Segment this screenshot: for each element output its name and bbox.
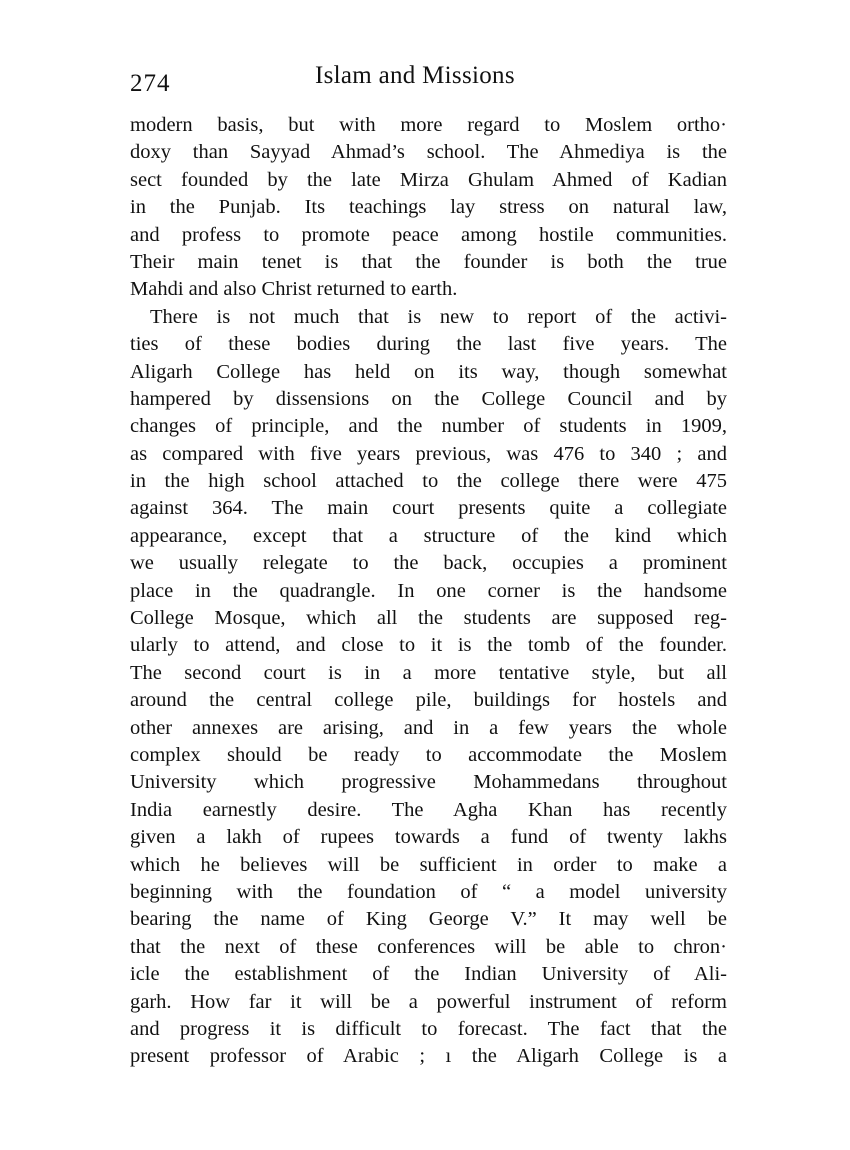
text-line: present professor of Arabic ; ı the Aligarh College is a (130, 1045, 727, 1068)
text-line: place in the quadrangle. In one corner is the handsome (130, 579, 727, 602)
text-line: complex should be ready to accommodate the Moslem (130, 743, 727, 766)
text-line: in the Punjab. Its teachings lay stress on natural law, (130, 196, 727, 219)
text-line: appearance, except that a structure of the kind which (130, 524, 727, 547)
text-line: hampered by dissensions on the College Council and by (130, 387, 727, 410)
text-line: bearing the name of King George V.” It may well be (130, 908, 727, 931)
text-line: beginning with the foundation of “ a model university (130, 880, 727, 903)
text-line: doxy than Sayyad Ahmad’s school. The Ahmediya is the (130, 141, 727, 164)
text-line: against 364. The main court presents quite a collegiate (130, 497, 727, 520)
text-line: we usually relegate to the back, occupies a prominent (130, 552, 727, 575)
text-line: College Mosque, which all the students are supposed reg- (130, 607, 727, 630)
text-line: There is not much that is new to report of the activi- (150, 305, 727, 328)
text-line: The second court is in a more tentative style, but all (130, 661, 727, 684)
text-line: given a lakh of rupees towards a fund of twenty lakhs (130, 826, 727, 849)
text-line: University which progressive Mohammedans throughout (130, 771, 727, 794)
page-header (130, 60, 730, 100)
text-line: that the next of these conferences will be able to chron· (130, 935, 727, 958)
text-line: changes of principle, and the number of students in 1909, (130, 415, 727, 438)
text-line: as compared with five years previous, was 476 to 340 ; and (130, 442, 727, 465)
text-line: Mahdi and also Christ returned to earth. (130, 278, 458, 301)
text-line: and profess to promote peace among hostile communities. (130, 223, 727, 246)
text-line: sect founded by the late Mirza Ghulam Ahmed of Kadian (130, 168, 727, 191)
body-text (130, 112, 727, 1071)
text-line: garh. How far it will be a powerful instrument of reform (130, 990, 727, 1013)
text-line: Aligarh College has held on its way, though somewhat (130, 360, 727, 383)
text-line: Their main tenet is that the founder is both the true (130, 250, 727, 273)
text-line: ularly to attend, and close to it is the tomb of the founder. (130, 634, 727, 657)
text-line: icle the establishment of the Indian University of Ali- (130, 963, 727, 986)
text-line: around the central college pile, buildings for hostels and (130, 689, 727, 712)
text-line: modern basis, but with more regard to Moslem ortho· (130, 114, 727, 136)
text-line: ties of these bodies during the last five years. The (130, 333, 727, 356)
text-line: which he believes will be sufficient in order to make a (130, 853, 727, 876)
text-line: in the high school attached to the college there were 475 (130, 470, 727, 493)
text-line: India earnestly desire. The Agha Khan has recently (130, 798, 727, 821)
running-title: Islam and Missions (315, 62, 515, 89)
page-number: 274 (130, 70, 171, 97)
text-line: and progress it is difficult to forecast. The fact that the (130, 1017, 727, 1040)
text-line: other annexes are arising, and in a few years the whole (130, 716, 727, 739)
